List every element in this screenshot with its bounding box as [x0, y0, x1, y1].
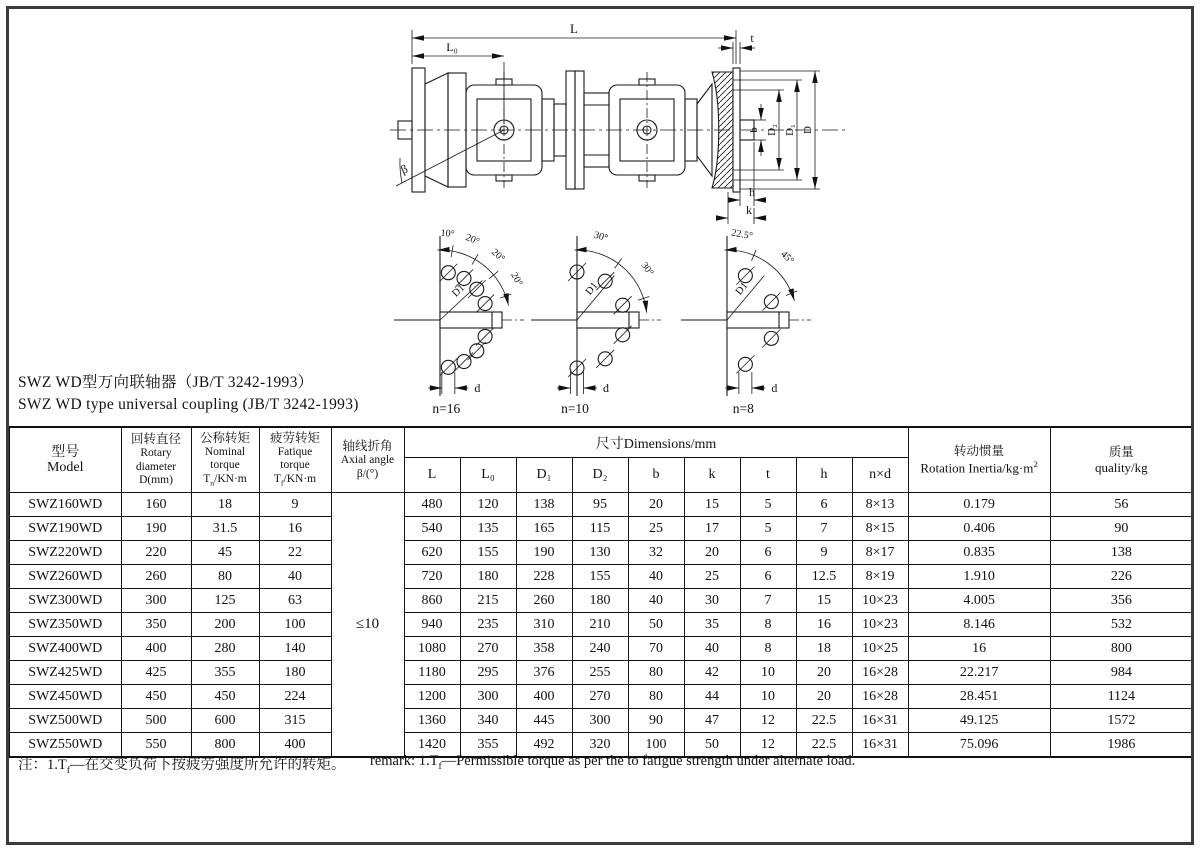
- dimension-cell: 320: [572, 733, 628, 758]
- dimension-cell: 120: [460, 493, 516, 517]
- dimension-cell: 20: [796, 661, 852, 685]
- table-row: [9, 709, 1193, 733]
- nominal-torque-cell: 80: [191, 565, 259, 589]
- rotary-diameter-cell: 500: [121, 709, 191, 733]
- dim-col-header: k: [684, 458, 740, 493]
- angle-label: 22.5°: [730, 227, 754, 243]
- table-row: [9, 685, 1193, 709]
- nominal-torque-cell: 200: [191, 613, 259, 637]
- model-cell: SWZ260WD: [9, 565, 121, 589]
- dim-label-k: k: [746, 203, 752, 217]
- dimension-cell: 400: [516, 685, 572, 709]
- dimension-cell: 260: [516, 589, 572, 613]
- dimension-cell: 255: [572, 661, 628, 685]
- nominal-torque-cell: 355: [191, 661, 259, 685]
- dimension-cell: 100: [628, 733, 684, 758]
- dimension-cell: 1360: [404, 709, 460, 733]
- dimension-cell: 20: [628, 493, 684, 517]
- dim-col-header: D₁: [516, 458, 572, 493]
- quality-cell: 138: [1050, 541, 1193, 565]
- dimension-cell: 12: [740, 709, 796, 733]
- dim-label-L: L: [570, 21, 578, 36]
- dim-col-header: L: [404, 458, 460, 493]
- dimension-cell: 44: [684, 685, 740, 709]
- inertia-cell: 49.125: [908, 709, 1050, 733]
- dimension-cell: 6: [740, 541, 796, 565]
- dimension-cell: 17: [684, 517, 740, 541]
- dim-col-header: b: [628, 458, 684, 493]
- dimension-cell: 300: [572, 709, 628, 733]
- inertia-cell: 0.406: [908, 517, 1050, 541]
- dimension-cell: 270: [460, 637, 516, 661]
- quality-cell: 1124: [1050, 685, 1193, 709]
- dimension-cell: 155: [572, 565, 628, 589]
- col-header-rotary-diameter: 回转直径 Rotary diameter D(mm): [121, 427, 191, 493]
- dimension-cell: 15: [796, 589, 852, 613]
- quality-cell: 1986: [1050, 733, 1193, 758]
- dim-col-header: h: [796, 458, 852, 493]
- dimension-cell: 25: [684, 565, 740, 589]
- hole-count-label: n=8: [732, 401, 754, 416]
- dimension-cell: 6: [796, 493, 852, 517]
- remark-en: remark: $1.T_f—Permissible$ torque as per the to fatigue strength under alternate load.: [370, 753, 856, 772]
- dimension-cell: 10×25: [852, 637, 908, 661]
- dimension-cell: 22.5: [796, 709, 852, 733]
- dimension-cell: 190: [516, 541, 572, 565]
- dimension-cell: 40: [628, 565, 684, 589]
- rotary-diameter-cell: 300: [121, 589, 191, 613]
- quality-cell: 356: [1050, 589, 1193, 613]
- table-row: [9, 541, 1193, 565]
- dimension-cell: 155: [460, 541, 516, 565]
- dimension-cell: 16×28: [852, 661, 908, 685]
- table-row: [9, 565, 1193, 589]
- inertia-cell: 1.910: [908, 565, 1050, 589]
- model-cell: SWZ220WD: [9, 541, 121, 565]
- dimension-cell: 7: [796, 517, 852, 541]
- dimension-cell: 40: [628, 589, 684, 613]
- dimension-cell: 16: [796, 613, 852, 637]
- dim-label-beta: β: [398, 161, 410, 177]
- dimension-cell: 115: [572, 517, 628, 541]
- table-row: [9, 493, 1193, 517]
- col-header-axial-angle: 轴线折角 Axial angle β/(°): [331, 427, 404, 493]
- quality-cell: 532: [1050, 613, 1193, 637]
- dimension-cell: 480: [404, 493, 460, 517]
- model-cell: SWZ500WD: [9, 709, 121, 733]
- dimension-cell: 10×23: [852, 613, 908, 637]
- dimension-cell: 300: [460, 685, 516, 709]
- dimension-cell: 270: [572, 685, 628, 709]
- table-row: [9, 661, 1193, 685]
- dimension-cell: 9: [796, 541, 852, 565]
- inertia-cell: 0.835: [908, 541, 1050, 565]
- dimension-cell: 1180: [404, 661, 460, 685]
- fatigue-torque-cell: 180: [259, 661, 331, 685]
- quality-cell: 226: [1050, 565, 1193, 589]
- angle-label: 30°: [592, 229, 610, 245]
- fatigue-torque-cell: 400: [259, 733, 331, 758]
- quality-cell: 56: [1050, 493, 1193, 517]
- dimension-cell: 8×19: [852, 565, 908, 589]
- dimension-cell: 7: [740, 589, 796, 613]
- dim-col-header: D₂: [572, 458, 628, 493]
- dimension-cell: 180: [460, 565, 516, 589]
- dim-label-b: b: [748, 127, 760, 133]
- dimension-cell: 355: [460, 733, 516, 758]
- dimension-cell: 8×17: [852, 541, 908, 565]
- dimension-cell: 295: [460, 661, 516, 685]
- dimension-cell: 240: [572, 637, 628, 661]
- bolt-circle-diameter-label: D1: [733, 280, 751, 298]
- dimension-cell: 18: [796, 637, 852, 661]
- dim-label-L0: L₀: [446, 40, 458, 54]
- dim-label-t: t: [750, 31, 754, 45]
- rotary-diameter-cell: 350: [121, 613, 191, 637]
- angle-label: 20°: [463, 232, 481, 248]
- rotary-diameter-cell: 260: [121, 565, 191, 589]
- fatigue-torque-cell: 40: [259, 565, 331, 589]
- inertia-cell: 4.005: [908, 589, 1050, 613]
- fatigue-torque-cell: 100: [259, 613, 331, 637]
- model-cell: SWZ425WD: [9, 661, 121, 685]
- model-cell: SWZ400WD: [9, 637, 121, 661]
- dimension-cell: 8×13: [852, 493, 908, 517]
- fatigue-torque-cell: 22: [259, 541, 331, 565]
- dimension-cell: 5: [740, 493, 796, 517]
- dimension-cell: 720: [404, 565, 460, 589]
- table-row: [9, 517, 1193, 541]
- dimension-cell: 940: [404, 613, 460, 637]
- inertia-cell: 28.451: [908, 685, 1050, 709]
- dimension-cell: 358: [516, 637, 572, 661]
- dimension-cell: 540: [404, 517, 460, 541]
- note-zh: 注：$1.T_f—$在交变负荷下按疲劳强度所允许的转矩。: [18, 757, 346, 776]
- dimension-cell: 340: [460, 709, 516, 733]
- dimension-cell: 138: [516, 493, 572, 517]
- dimension-cell: 8: [740, 613, 796, 637]
- nominal-torque-cell: 18: [191, 493, 259, 517]
- title-en: SWZ WD type universal coupling (JB/T 3242-1993): [18, 396, 359, 413]
- dimension-cell: 165: [516, 517, 572, 541]
- dimension-cell: 135: [460, 517, 516, 541]
- fatigue-torque-cell: 63: [259, 589, 331, 613]
- dim-label-D2: D₂: [766, 124, 778, 136]
- dimension-cell: 80: [628, 661, 684, 685]
- nominal-torque-cell: 280: [191, 637, 259, 661]
- dimension-cell: 40: [684, 637, 740, 661]
- nominal-torque-cell: 31.5: [191, 517, 259, 541]
- dimension-cell: 10: [740, 685, 796, 709]
- dimension-cell: 860: [404, 589, 460, 613]
- fatigue-torque-cell: 315: [259, 709, 331, 733]
- rotary-diameter-cell: 220: [121, 541, 191, 565]
- flange-detail-view: [681, 228, 811, 416]
- rotary-diameter-cell: 190: [121, 517, 191, 541]
- nominal-torque-cell: 800: [191, 733, 259, 758]
- dim-label-D1: D₁: [784, 124, 796, 136]
- bolt-circle-diameter-label: D1: [450, 282, 468, 300]
- inertia-cell: 75.096: [908, 733, 1050, 758]
- dimension-cell: 8×15: [852, 517, 908, 541]
- dimension-cell: 15: [684, 493, 740, 517]
- col-header-nominal-torque: 公称转矩 Nominal torque $T_n/KN\cdot m$: [191, 427, 259, 493]
- hole-diameter-label: d: [474, 381, 481, 395]
- dimension-cell: 1200: [404, 685, 460, 709]
- nominal-torque-cell: 600: [191, 709, 259, 733]
- model-cell: SWZ350WD: [9, 613, 121, 637]
- hole-diameter-label: d: [603, 381, 609, 395]
- dimension-cell: 10: [740, 661, 796, 685]
- fatigue-torque-cell: 9: [259, 493, 331, 517]
- inertia-cell: 16: [908, 637, 1050, 661]
- dimension-cell: 25: [628, 517, 684, 541]
- quality-cell: 800: [1050, 637, 1193, 661]
- col-header-quality: 质量 quality/kg: [1050, 427, 1193, 493]
- dimension-cell: 32: [628, 541, 684, 565]
- dim-col-header: t: [740, 458, 796, 493]
- fatigue-torque-cell: 16: [259, 517, 331, 541]
- technical-drawing: [0, 0, 1196, 422]
- dim-col-header: L₀: [460, 458, 516, 493]
- dimension-cell: 6: [740, 565, 796, 589]
- dimension-cell: 5: [740, 517, 796, 541]
- rotary-diameter-cell: 160: [121, 493, 191, 517]
- dimension-cell: 620: [404, 541, 460, 565]
- dimension-cell: 16×31: [852, 733, 908, 758]
- dim-label-D: D: [802, 126, 814, 134]
- hole-count-label: n=16: [432, 401, 461, 416]
- dimension-cell: 47: [684, 709, 740, 733]
- nominal-torque-cell: 450: [191, 685, 259, 709]
- angle-label: 20°: [508, 270, 525, 289]
- rotary-diameter-cell: 400: [121, 637, 191, 661]
- inertia-cell: 0.179: [908, 493, 1050, 517]
- footnote: [18, 753, 1178, 776]
- col-header-rotation-inertia: 转动惯量 Rotation Inertia/$kg\cdot m^2$: [908, 427, 1050, 493]
- dimension-cell: 50: [684, 733, 740, 758]
- hole-count-label: n=10: [561, 401, 589, 416]
- dim-label-h: h: [749, 185, 755, 199]
- col-group-dimensions: 尺寸Dimensions/mm: [404, 427, 908, 458]
- specification-table: [8, 426, 1194, 758]
- coupling-side-view: [390, 21, 846, 224]
- title-zh: SWZ WD型万向联轴器（JB/T 3242-1993）: [18, 374, 314, 391]
- fatigue-torque-cell: 224: [259, 685, 331, 709]
- angle-label: 10°: [440, 227, 455, 240]
- dimension-cell: 8: [740, 637, 796, 661]
- dimension-cell: 445: [516, 709, 572, 733]
- dimension-cell: 10×23: [852, 589, 908, 613]
- model-cell: SWZ550WD: [9, 733, 121, 758]
- quality-cell: 90: [1050, 517, 1193, 541]
- hole-diameter-label: d: [771, 381, 778, 395]
- col-header-model: 型号 Model: [9, 427, 121, 493]
- dimension-cell: 235: [460, 613, 516, 637]
- dimension-cell: 376: [516, 661, 572, 685]
- dimension-cell: 492: [516, 733, 572, 758]
- table-row: [9, 637, 1193, 661]
- dim-col-header: n×d: [852, 458, 908, 493]
- model-cell: SWZ450WD: [9, 685, 121, 709]
- dimension-cell: 1080: [404, 637, 460, 661]
- dimension-cell: 16×31: [852, 709, 908, 733]
- dimension-cell: 20: [684, 541, 740, 565]
- model-cell: SWZ300WD: [9, 589, 121, 613]
- dimension-cell: 210: [572, 613, 628, 637]
- dimension-cell: 310: [516, 613, 572, 637]
- model-cell: SWZ160WD: [9, 493, 121, 517]
- dimension-cell: 12.5: [796, 565, 852, 589]
- dimension-cell: 130: [572, 541, 628, 565]
- rotary-diameter-cell: 550: [121, 733, 191, 758]
- angle-label: 20°: [488, 246, 507, 265]
- nominal-torque-cell: 45: [191, 541, 259, 565]
- rotary-diameter-cell: 425: [121, 661, 191, 685]
- dimension-cell: 20: [796, 685, 852, 709]
- dimension-cell: 35: [684, 613, 740, 637]
- dimension-cell: 180: [572, 589, 628, 613]
- model-cell: SWZ190WD: [9, 517, 121, 541]
- dimension-cell: 228: [516, 565, 572, 589]
- flange-detail-view: [531, 230, 661, 416]
- angle-label: 30°: [638, 260, 656, 279]
- dimension-cell: 70: [628, 637, 684, 661]
- dimension-cell: 42: [684, 661, 740, 685]
- bolt-circle-diameter-label: D1: [583, 280, 601, 298]
- table-row: [9, 589, 1193, 613]
- dimension-cell: 30: [684, 589, 740, 613]
- nominal-torque-cell: 125: [191, 589, 259, 613]
- dimension-cell: 1420: [404, 733, 460, 758]
- dimension-cell: 22.5: [796, 733, 852, 758]
- dimension-cell: 95: [572, 493, 628, 517]
- quality-cell: 984: [1050, 661, 1193, 685]
- rotary-diameter-cell: 450: [121, 685, 191, 709]
- angle-label: 45°: [778, 248, 796, 267]
- fatigue-torque-cell: 140: [259, 637, 331, 661]
- axial-angle-value: ≤10: [331, 493, 404, 758]
- dimension-cell: 16×28: [852, 685, 908, 709]
- quality-cell: 1572: [1050, 709, 1193, 733]
- dimension-cell: 80: [628, 685, 684, 709]
- table-body: [9, 493, 1193, 758]
- dimension-cell: 90: [628, 709, 684, 733]
- table-row: [9, 613, 1193, 637]
- col-header-fatigue-torque: 疲劳转矩 Fatique torque $T_f/KN\cdot m$: [259, 427, 331, 493]
- dimension-cell: 215: [460, 589, 516, 613]
- inertia-cell: 22.217: [908, 661, 1050, 685]
- dimension-cell: 50: [628, 613, 684, 637]
- title-block: [18, 372, 359, 416]
- inertia-cell: 8.146: [908, 613, 1050, 637]
- flange-detail-view: [394, 228, 525, 416]
- dimension-cell: 12: [740, 733, 796, 758]
